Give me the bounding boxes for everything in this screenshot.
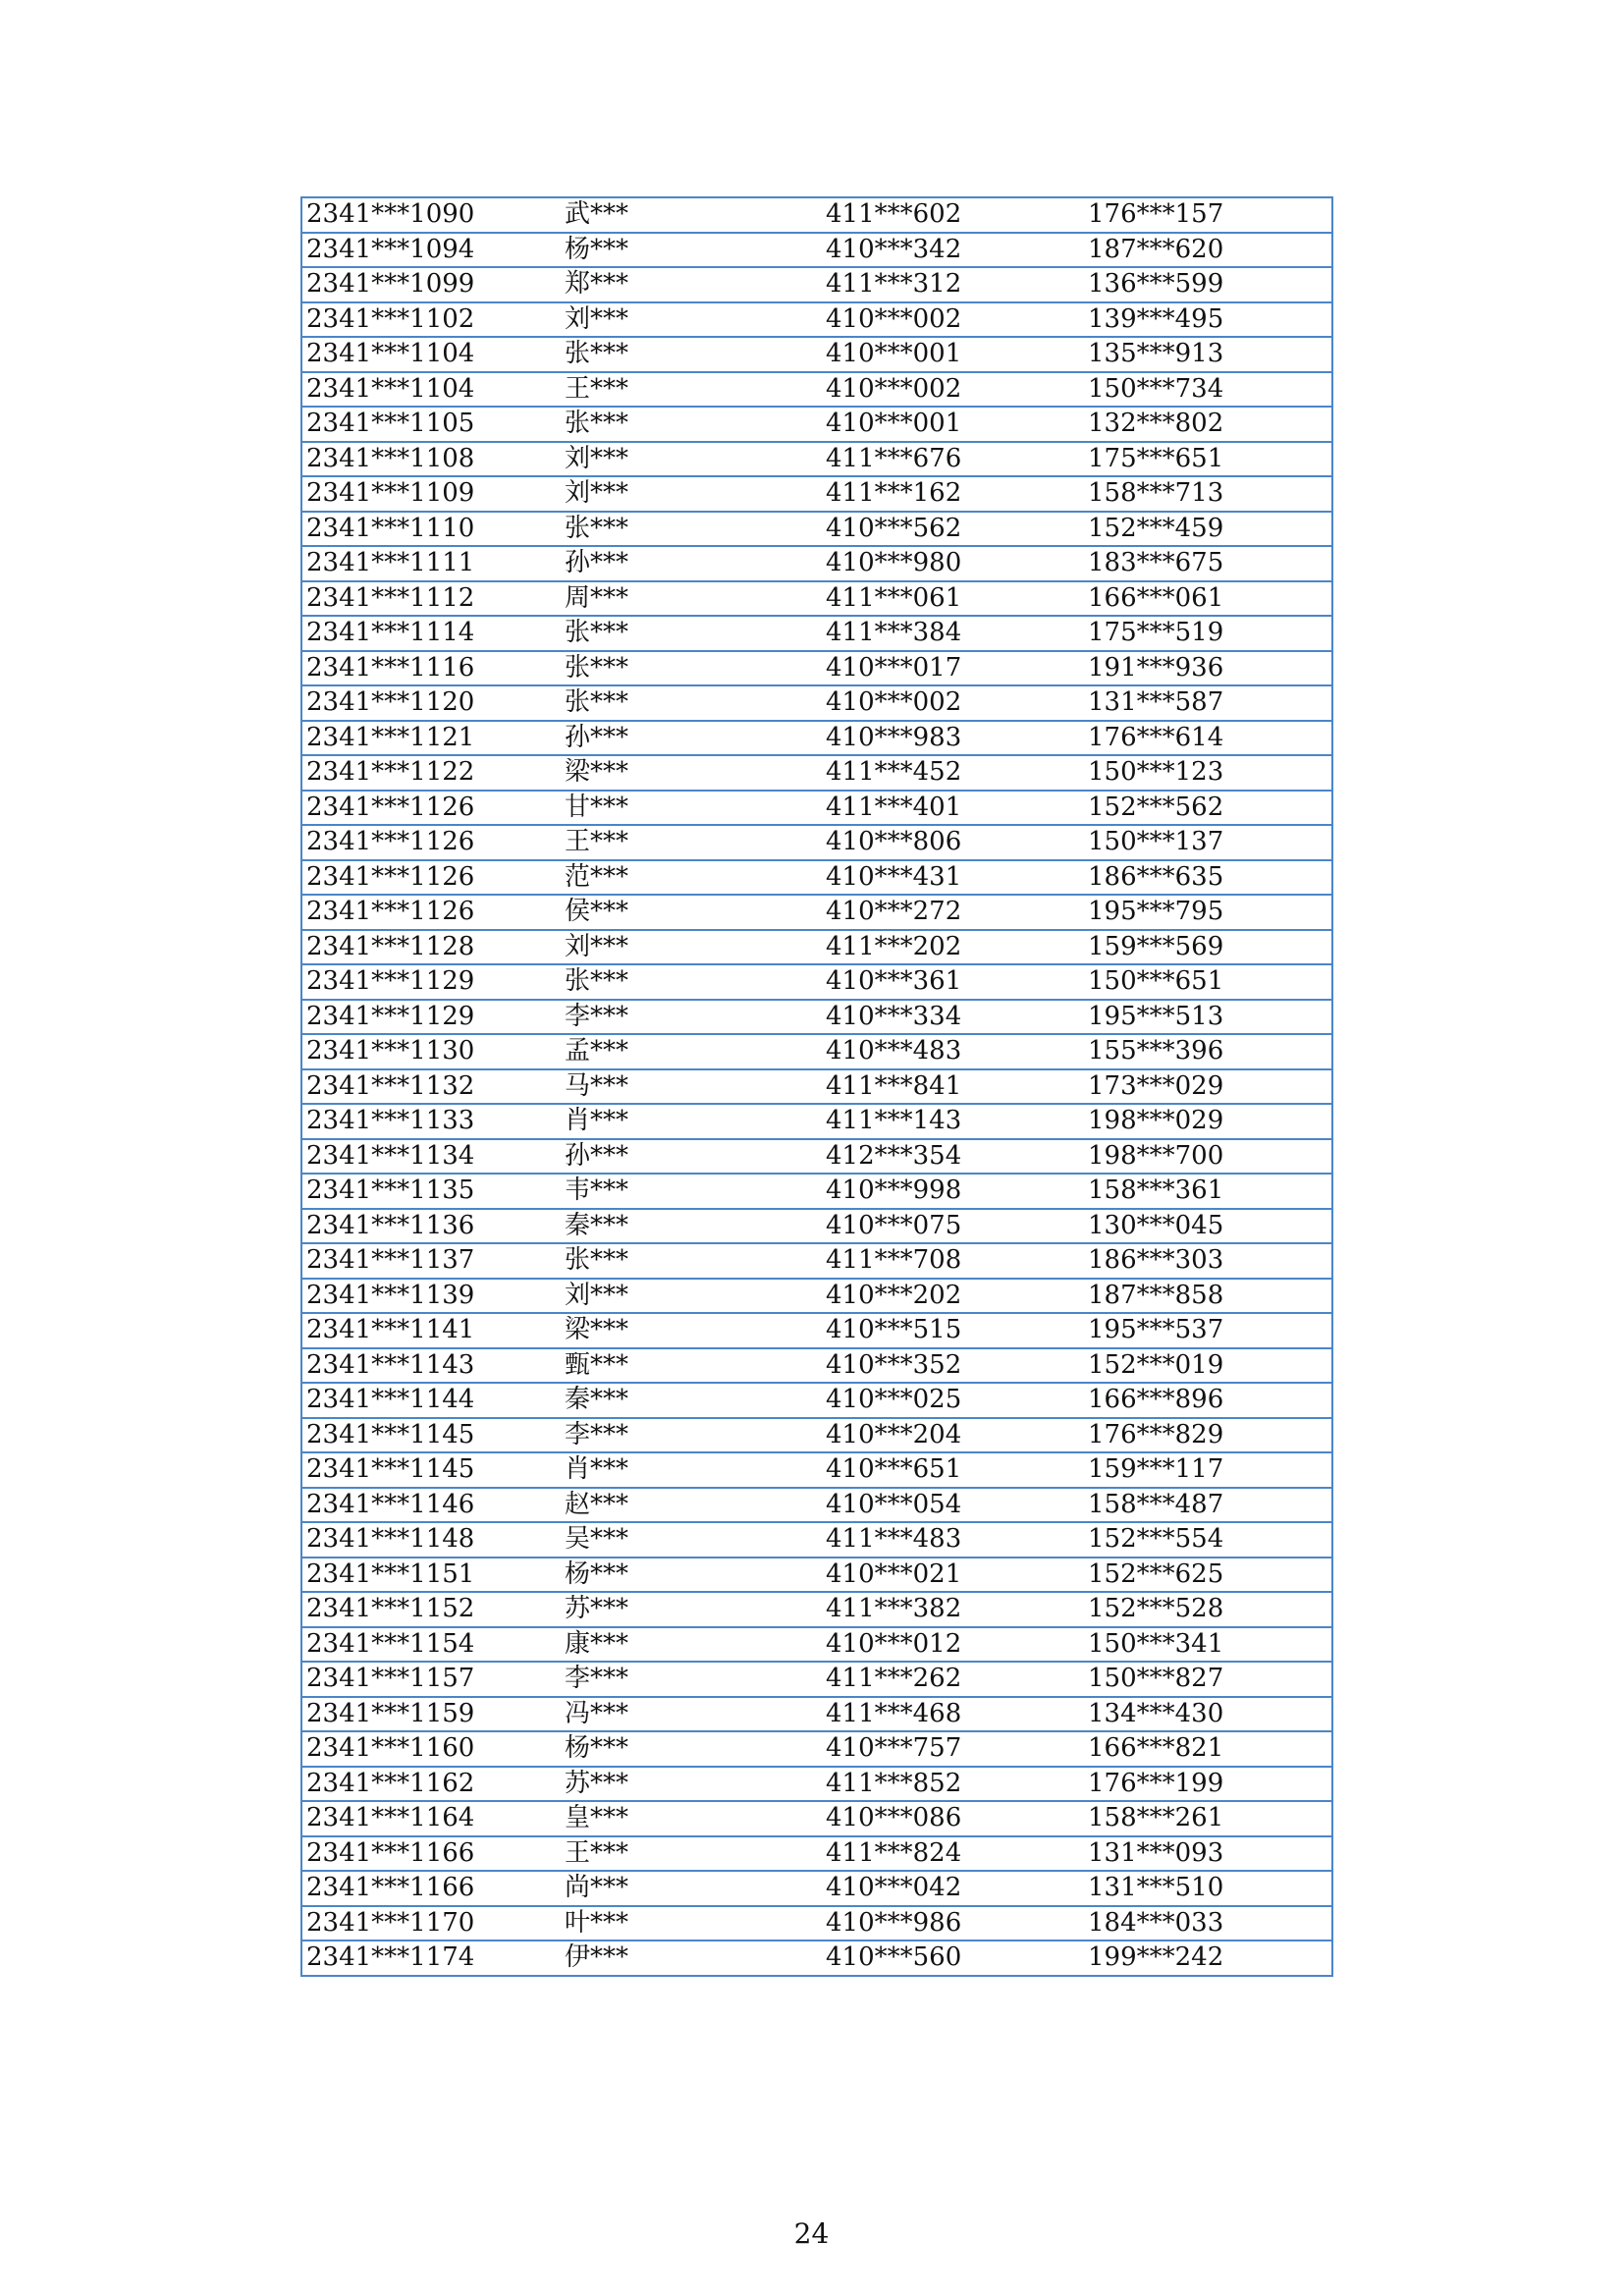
name-cell: 侯*** [561,895,822,930]
record-id-cell: 2341***1145 [301,1452,561,1488]
id-card-cell: 412***354 [822,1139,1084,1175]
record-id-cell: 2341***1102 [301,302,561,338]
phone-cell: 131***587 [1084,685,1332,721]
record-id-cell: 2341***1132 [301,1069,561,1105]
phone-cell: 158***487 [1084,1488,1332,1523]
table-row [301,512,1332,547]
name-cell: 张*** [561,964,822,1000]
phone-cell: 152***554 [1084,1522,1332,1558]
table-row [301,1627,1332,1663]
phone-cell: 150***734 [1084,372,1332,408]
id-card-cell: 411***841 [822,1069,1084,1105]
table-row [301,546,1332,581]
phone-cell: 175***519 [1084,616,1332,651]
table-row [301,407,1332,442]
id-card-cell: 410***980 [822,546,1084,581]
table-row [301,1069,1332,1105]
record-id-cell: 2341***1108 [301,442,561,477]
id-card-cell: 411***143 [822,1104,1084,1139]
table-row [301,1139,1332,1175]
phone-cell: 176***829 [1084,1418,1332,1453]
id-card-cell: 410***042 [822,1871,1084,1906]
table-row [301,930,1332,965]
name-cell: 张*** [561,1243,822,1279]
name-cell: 刘*** [561,930,822,965]
id-card-cell: 411***468 [822,1697,1084,1732]
record-id-cell: 2341***1122 [301,755,561,791]
record-id-cell: 2341***1162 [301,1767,561,1802]
phone-cell: 187***858 [1084,1279,1332,1314]
name-cell: 伊*** [561,1941,822,1976]
name-cell: 刘*** [561,476,822,512]
name-cell: 张*** [561,337,822,372]
phone-cell: 152***528 [1084,1592,1332,1627]
phone-cell: 199***242 [1084,1941,1332,1976]
name-cell: 梁*** [561,755,822,791]
name-cell: 刘*** [561,442,822,477]
table-row [301,476,1332,512]
table-row [301,1801,1332,1836]
record-id-cell: 2341***1126 [301,825,561,860]
name-cell: 孙*** [561,1139,822,1175]
name-cell: 王*** [561,372,822,408]
record-id-cell: 2341***1121 [301,721,561,756]
phone-cell: 186***303 [1084,1243,1332,1279]
table-row [301,197,1332,233]
id-card-cell: 410***560 [822,1941,1084,1976]
name-cell: 孙*** [561,546,822,581]
record-id-cell: 2341***1159 [301,1697,561,1732]
table-row [301,1592,1332,1627]
table-row [301,1279,1332,1314]
id-card-cell: 411***452 [822,755,1084,791]
id-card-cell: 410***021 [822,1558,1084,1593]
name-cell: 李*** [561,1000,822,1035]
phone-cell: 195***795 [1084,895,1332,930]
table-row [301,964,1332,1000]
name-cell: 甘*** [561,791,822,826]
id-card-cell: 410***998 [822,1174,1084,1209]
phone-cell: 198***029 [1084,1104,1332,1139]
id-card-cell: 411***061 [822,581,1084,617]
record-id-cell: 2341***1170 [301,1906,561,1941]
name-cell: 王*** [561,825,822,860]
name-cell: 杨*** [561,1731,822,1767]
record-id-cell: 2341***1126 [301,791,561,826]
record-id-cell: 2341***1136 [301,1209,561,1244]
table-row [301,1906,1332,1941]
record-id-cell: 2341***1146 [301,1488,561,1523]
name-cell: 秦*** [561,1209,822,1244]
id-card-cell: 410***002 [822,685,1084,721]
id-card-cell: 411***384 [822,616,1084,651]
name-cell: 赵*** [561,1488,822,1523]
record-id-cell: 2341***1166 [301,1871,561,1906]
name-cell: 皇*** [561,1801,822,1836]
table-row [301,1697,1332,1732]
name-cell: 孟*** [561,1034,822,1069]
table-row [301,302,1332,338]
name-cell: 秦*** [561,1383,822,1418]
record-id-cell: 2341***1157 [301,1662,561,1697]
name-cell: 李*** [561,1662,822,1697]
phone-cell: 186***635 [1084,860,1332,896]
id-card-cell: 411***483 [822,1522,1084,1558]
phone-cell: 150***341 [1084,1627,1332,1663]
id-card-cell: 410***757 [822,1731,1084,1767]
name-cell: 杨*** [561,233,822,268]
name-cell: 杨*** [561,1558,822,1593]
phone-cell: 130***045 [1084,1209,1332,1244]
phone-cell: 152***625 [1084,1558,1332,1593]
record-id-cell: 2341***1135 [301,1174,561,1209]
id-card-cell: 410***017 [822,651,1084,686]
id-card-cell: 411***202 [822,930,1084,965]
record-id-cell: 2341***1152 [301,1592,561,1627]
phone-cell: 195***537 [1084,1313,1332,1348]
table-row [301,1104,1332,1139]
id-card-cell: 411***824 [822,1836,1084,1872]
table-row [301,1348,1332,1384]
record-id-cell: 2341***1148 [301,1522,561,1558]
phone-cell: 158***261 [1084,1801,1332,1836]
table-row [301,1383,1332,1418]
table-row [301,1662,1332,1697]
id-card-cell: 410***001 [822,337,1084,372]
record-id-cell: 2341***1160 [301,1731,561,1767]
table-row [301,721,1332,756]
table-row [301,1558,1332,1593]
name-cell: 李*** [561,1418,822,1453]
table-row [301,1522,1332,1558]
name-cell: 韦*** [561,1174,822,1209]
id-card-cell: 410***272 [822,895,1084,930]
phone-cell: 136***599 [1084,267,1332,302]
id-card-cell: 411***676 [822,442,1084,477]
table-row [301,1034,1332,1069]
name-cell: 马*** [561,1069,822,1105]
record-id-cell: 2341***1151 [301,1558,561,1593]
phone-cell: 155***396 [1084,1034,1332,1069]
phone-cell: 176***199 [1084,1767,1332,1802]
phone-cell: 131***510 [1084,1871,1332,1906]
phone-cell: 183***675 [1084,546,1332,581]
phone-cell: 166***821 [1084,1731,1332,1767]
record-id-cell: 2341***1114 [301,616,561,651]
table-row [301,337,1332,372]
id-card-cell: 410***806 [822,825,1084,860]
table-row [301,1313,1332,1348]
table-row [301,1941,1332,1976]
table-row [301,581,1332,617]
table-row [301,1418,1332,1453]
table-row [301,267,1332,302]
phone-cell: 176***614 [1084,721,1332,756]
phone-cell: 158***713 [1084,476,1332,512]
page-number: 24 [793,2217,830,2250]
phone-cell: 191***936 [1084,651,1332,686]
name-cell: 甄*** [561,1348,822,1384]
name-cell: 刘*** [561,1279,822,1314]
phone-cell: 195***513 [1084,1000,1332,1035]
id-card-cell: 410***012 [822,1627,1084,1663]
id-card-cell: 411***708 [822,1243,1084,1279]
id-card-cell: 410***334 [822,1000,1084,1035]
id-card-cell: 410***075 [822,1209,1084,1244]
name-cell: 叶*** [561,1906,822,1941]
name-cell: 苏*** [561,1767,822,1802]
phone-cell: 166***061 [1084,581,1332,617]
record-id-cell: 2341***1133 [301,1104,561,1139]
name-cell: 孙*** [561,721,822,756]
name-cell: 范*** [561,860,822,896]
id-card-cell: 410***352 [822,1348,1084,1384]
id-card-cell: 410***202 [822,1279,1084,1314]
record-id-cell: 2341***1137 [301,1243,561,1279]
record-id-cell: 2341***1120 [301,685,561,721]
phone-cell: 152***562 [1084,791,1332,826]
record-id-cell: 2341***1141 [301,1313,561,1348]
phone-cell: 158***361 [1084,1174,1332,1209]
id-card-cell: 410***086 [822,1801,1084,1836]
id-card-cell: 410***001 [822,407,1084,442]
record-id-cell: 2341***1109 [301,476,561,512]
phone-cell: 187***620 [1084,233,1332,268]
name-cell: 冯*** [561,1697,822,1732]
id-card-cell: 411***262 [822,1662,1084,1697]
phone-cell: 152***019 [1084,1348,1332,1384]
name-cell: 武*** [561,197,822,233]
name-cell: 苏*** [561,1592,822,1627]
id-card-cell: 411***312 [822,267,1084,302]
id-card-cell: 410***054 [822,1488,1084,1523]
table-row [301,860,1332,896]
record-id-cell: 2341***1130 [301,1034,561,1069]
record-id-cell: 2341***1174 [301,1941,561,1976]
record-id-cell: 2341***1126 [301,860,561,896]
phone-cell: 150***651 [1084,964,1332,1000]
phone-cell: 132***802 [1084,407,1332,442]
name-cell: 吴*** [561,1522,822,1558]
record-id-cell: 2341***1116 [301,651,561,686]
table-row [301,791,1332,826]
table-row [301,616,1332,651]
name-cell: 张*** [561,407,822,442]
table-row [301,1000,1332,1035]
name-cell: 肖*** [561,1104,822,1139]
phone-cell: 159***117 [1084,1452,1332,1488]
name-cell: 尚*** [561,1871,822,1906]
phone-cell: 150***827 [1084,1662,1332,1697]
id-card-cell: 411***602 [822,197,1084,233]
id-card-cell: 411***401 [822,791,1084,826]
table-row [301,372,1332,408]
id-card-cell: 410***204 [822,1418,1084,1453]
table-row [301,442,1332,477]
id-card-cell: 410***342 [822,233,1084,268]
table-row [301,1488,1332,1523]
name-cell: 张*** [561,616,822,651]
record-id-cell: 2341***1104 [301,337,561,372]
id-card-cell: 410***002 [822,302,1084,338]
phone-cell: 134***430 [1084,1697,1332,1732]
record-id-cell: 2341***1134 [301,1139,561,1175]
table-row [301,685,1332,721]
name-cell: 张*** [561,685,822,721]
record-id-cell: 2341***1166 [301,1836,561,1872]
phone-cell: 175***651 [1084,442,1332,477]
record-id-cell: 2341***1164 [301,1801,561,1836]
records-table [300,196,1333,1977]
id-card-cell: 410***651 [822,1452,1084,1488]
id-card-cell: 410***025 [822,1383,1084,1418]
name-cell: 张*** [561,651,822,686]
id-card-cell: 410***515 [822,1313,1084,1348]
record-id-cell: 2341***1094 [301,233,561,268]
table-row [301,1452,1332,1488]
phone-cell: 184***033 [1084,1906,1332,1941]
record-id-cell: 2341***1129 [301,964,561,1000]
phone-cell: 139***495 [1084,302,1332,338]
record-id-cell: 2341***1105 [301,407,561,442]
phone-cell: 135***913 [1084,337,1332,372]
record-id-cell: 2341***1145 [301,1418,561,1453]
table-row [301,1243,1332,1279]
name-cell: 张*** [561,512,822,547]
phone-cell: 131***093 [1084,1836,1332,1872]
id-card-cell: 410***483 [822,1034,1084,1069]
name-cell: 肖*** [561,1452,822,1488]
phone-cell: 198***700 [1084,1139,1332,1175]
table-row [301,1731,1332,1767]
id-card-cell: 410***361 [822,964,1084,1000]
name-cell: 梁*** [561,1313,822,1348]
record-id-cell: 2341***1112 [301,581,561,617]
records-body [301,197,1332,1976]
table-row [301,895,1332,930]
name-cell: 周*** [561,581,822,617]
record-id-cell: 2341***1110 [301,512,561,547]
record-id-cell: 2341***1143 [301,1348,561,1384]
id-card-cell: 411***382 [822,1592,1084,1627]
phone-cell: 150***123 [1084,755,1332,791]
id-card-cell: 410***986 [822,1906,1084,1941]
id-card-cell: 411***852 [822,1767,1084,1802]
phone-cell: 176***157 [1084,197,1332,233]
table-row [301,1767,1332,1802]
record-id-cell: 2341***1104 [301,372,561,408]
table-row [301,755,1332,791]
record-id-cell: 2341***1154 [301,1627,561,1663]
id-card-cell: 410***562 [822,512,1084,547]
record-id-cell: 2341***1111 [301,546,561,581]
record-id-cell: 2341***1144 [301,1383,561,1418]
id-card-cell: 410***002 [822,372,1084,408]
table-row [301,1836,1332,1872]
phone-cell: 150***137 [1084,825,1332,860]
record-id-cell: 2341***1090 [301,197,561,233]
table-row [301,825,1332,860]
name-cell: 刘*** [561,302,822,338]
table-row [301,1209,1332,1244]
record-id-cell: 2341***1129 [301,1000,561,1035]
record-id-cell: 2341***1139 [301,1279,561,1314]
id-card-cell: 410***431 [822,860,1084,896]
table-row [301,1174,1332,1209]
phone-cell: 159***569 [1084,930,1332,965]
phone-cell: 166***896 [1084,1383,1332,1418]
phone-cell: 173***029 [1084,1069,1332,1105]
record-id-cell: 2341***1128 [301,930,561,965]
record-id-cell: 2341***1099 [301,267,561,302]
record-id-cell: 2341***1126 [301,895,561,930]
id-card-cell: 411***162 [822,476,1084,512]
table-row [301,233,1332,268]
id-card-cell: 410***983 [822,721,1084,756]
phone-cell: 152***459 [1084,512,1332,547]
table-row [301,1871,1332,1906]
table-row [301,651,1332,686]
name-cell: 郑*** [561,267,822,302]
name-cell: 王*** [561,1836,822,1872]
name-cell: 康*** [561,1627,822,1663]
